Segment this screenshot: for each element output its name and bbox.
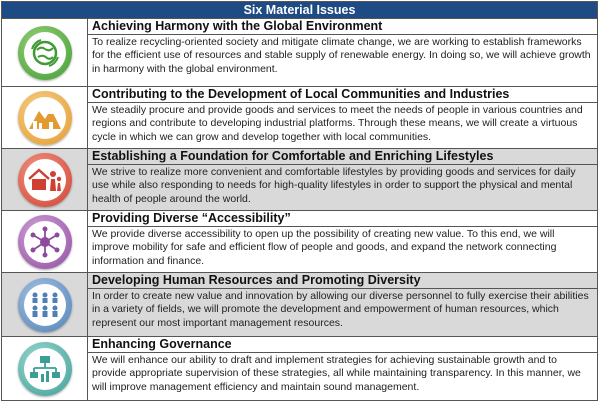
issue-icon-cell (2, 273, 88, 336)
issue-body: To realize recycling-oriented society and mitigate climate change, we are working to establish frameworks for the efficient use of resources and stable supply of renewable energy. In doing so, we will achieve growth in harmony with the global environment. (92, 36, 591, 75)
issue-icon-cell (2, 337, 88, 400)
issue-body: We will enhance our ability to draft and implement strategies for achieving sustainable growth and to provide appropriate supervision of these strategies, all while maintaining transparency. In this manner, we will improve management efficiency and maintain sound management. (92, 354, 581, 393)
issue-row-governance (2, 337, 597, 400)
issue-icon-cell (2, 149, 88, 210)
issue-body: We strive to realize more convenient and comfortable lifestyles by providing goods and services for daily use while also responding to needs for high-quality lifestyles in order to support the physical and mental health of people around the world. (92, 166, 576, 205)
issue-row-environment (2, 19, 597, 87)
issue-title: Enhancing Governance (88, 337, 597, 353)
network-hub-icon (18, 215, 72, 269)
issue-title: Developing Human Resources and Promoting Diversity (88, 273, 597, 289)
mountain-factory-icon (18, 91, 72, 145)
issue-row-lifestyles (2, 149, 597, 211)
people-group-icon (18, 278, 72, 332)
issue-icon-cell (2, 19, 88, 86)
issue-title: Contributing to the Development of Local Communities and Industries (88, 87, 597, 103)
issue-title: Establishing a Foundation for Comfortable and Enriching Lifestyles (88, 149, 597, 165)
issue-row-communities (2, 87, 597, 149)
governance-chart-icon (18, 342, 72, 396)
issue-title: Providing Diverse “Accessibility” (88, 211, 597, 227)
globe-recycle-icon (18, 26, 72, 80)
table-title: Six Material Issues (243, 3, 356, 17)
issue-title: Achieving Harmony with the Global Environment (88, 19, 597, 35)
issue-row-accessibility (2, 211, 597, 273)
issue-body: We provide diverse accessibility to open up the possibility of creating new value. To this end, we will improve mobility for safe and efficient flow of people and goods, and expand the network connecting information and finance. (92, 228, 557, 267)
table-header (2, 2, 597, 19)
issue-body: We steadily procure and provide goods and services to meet the needs of people in various countries and regions and contribute to developing industrial platforms. Through these means, we will create a virtuous cycle in which we can grow and develop together with local communities. (92, 104, 583, 143)
issue-row-human-resources (2, 273, 597, 337)
issue-body: In order to create new value and innovation by allowing our diverse personnel to fully exercise their abilities in a variety of fields, we will promote the development and empowerment of human resources, which represent our most important management resources. (92, 290, 589, 329)
issue-icon-cell (2, 211, 88, 272)
family-home-icon (18, 153, 72, 207)
issue-icon-cell (2, 87, 88, 148)
material-issues-table (1, 1, 598, 401)
